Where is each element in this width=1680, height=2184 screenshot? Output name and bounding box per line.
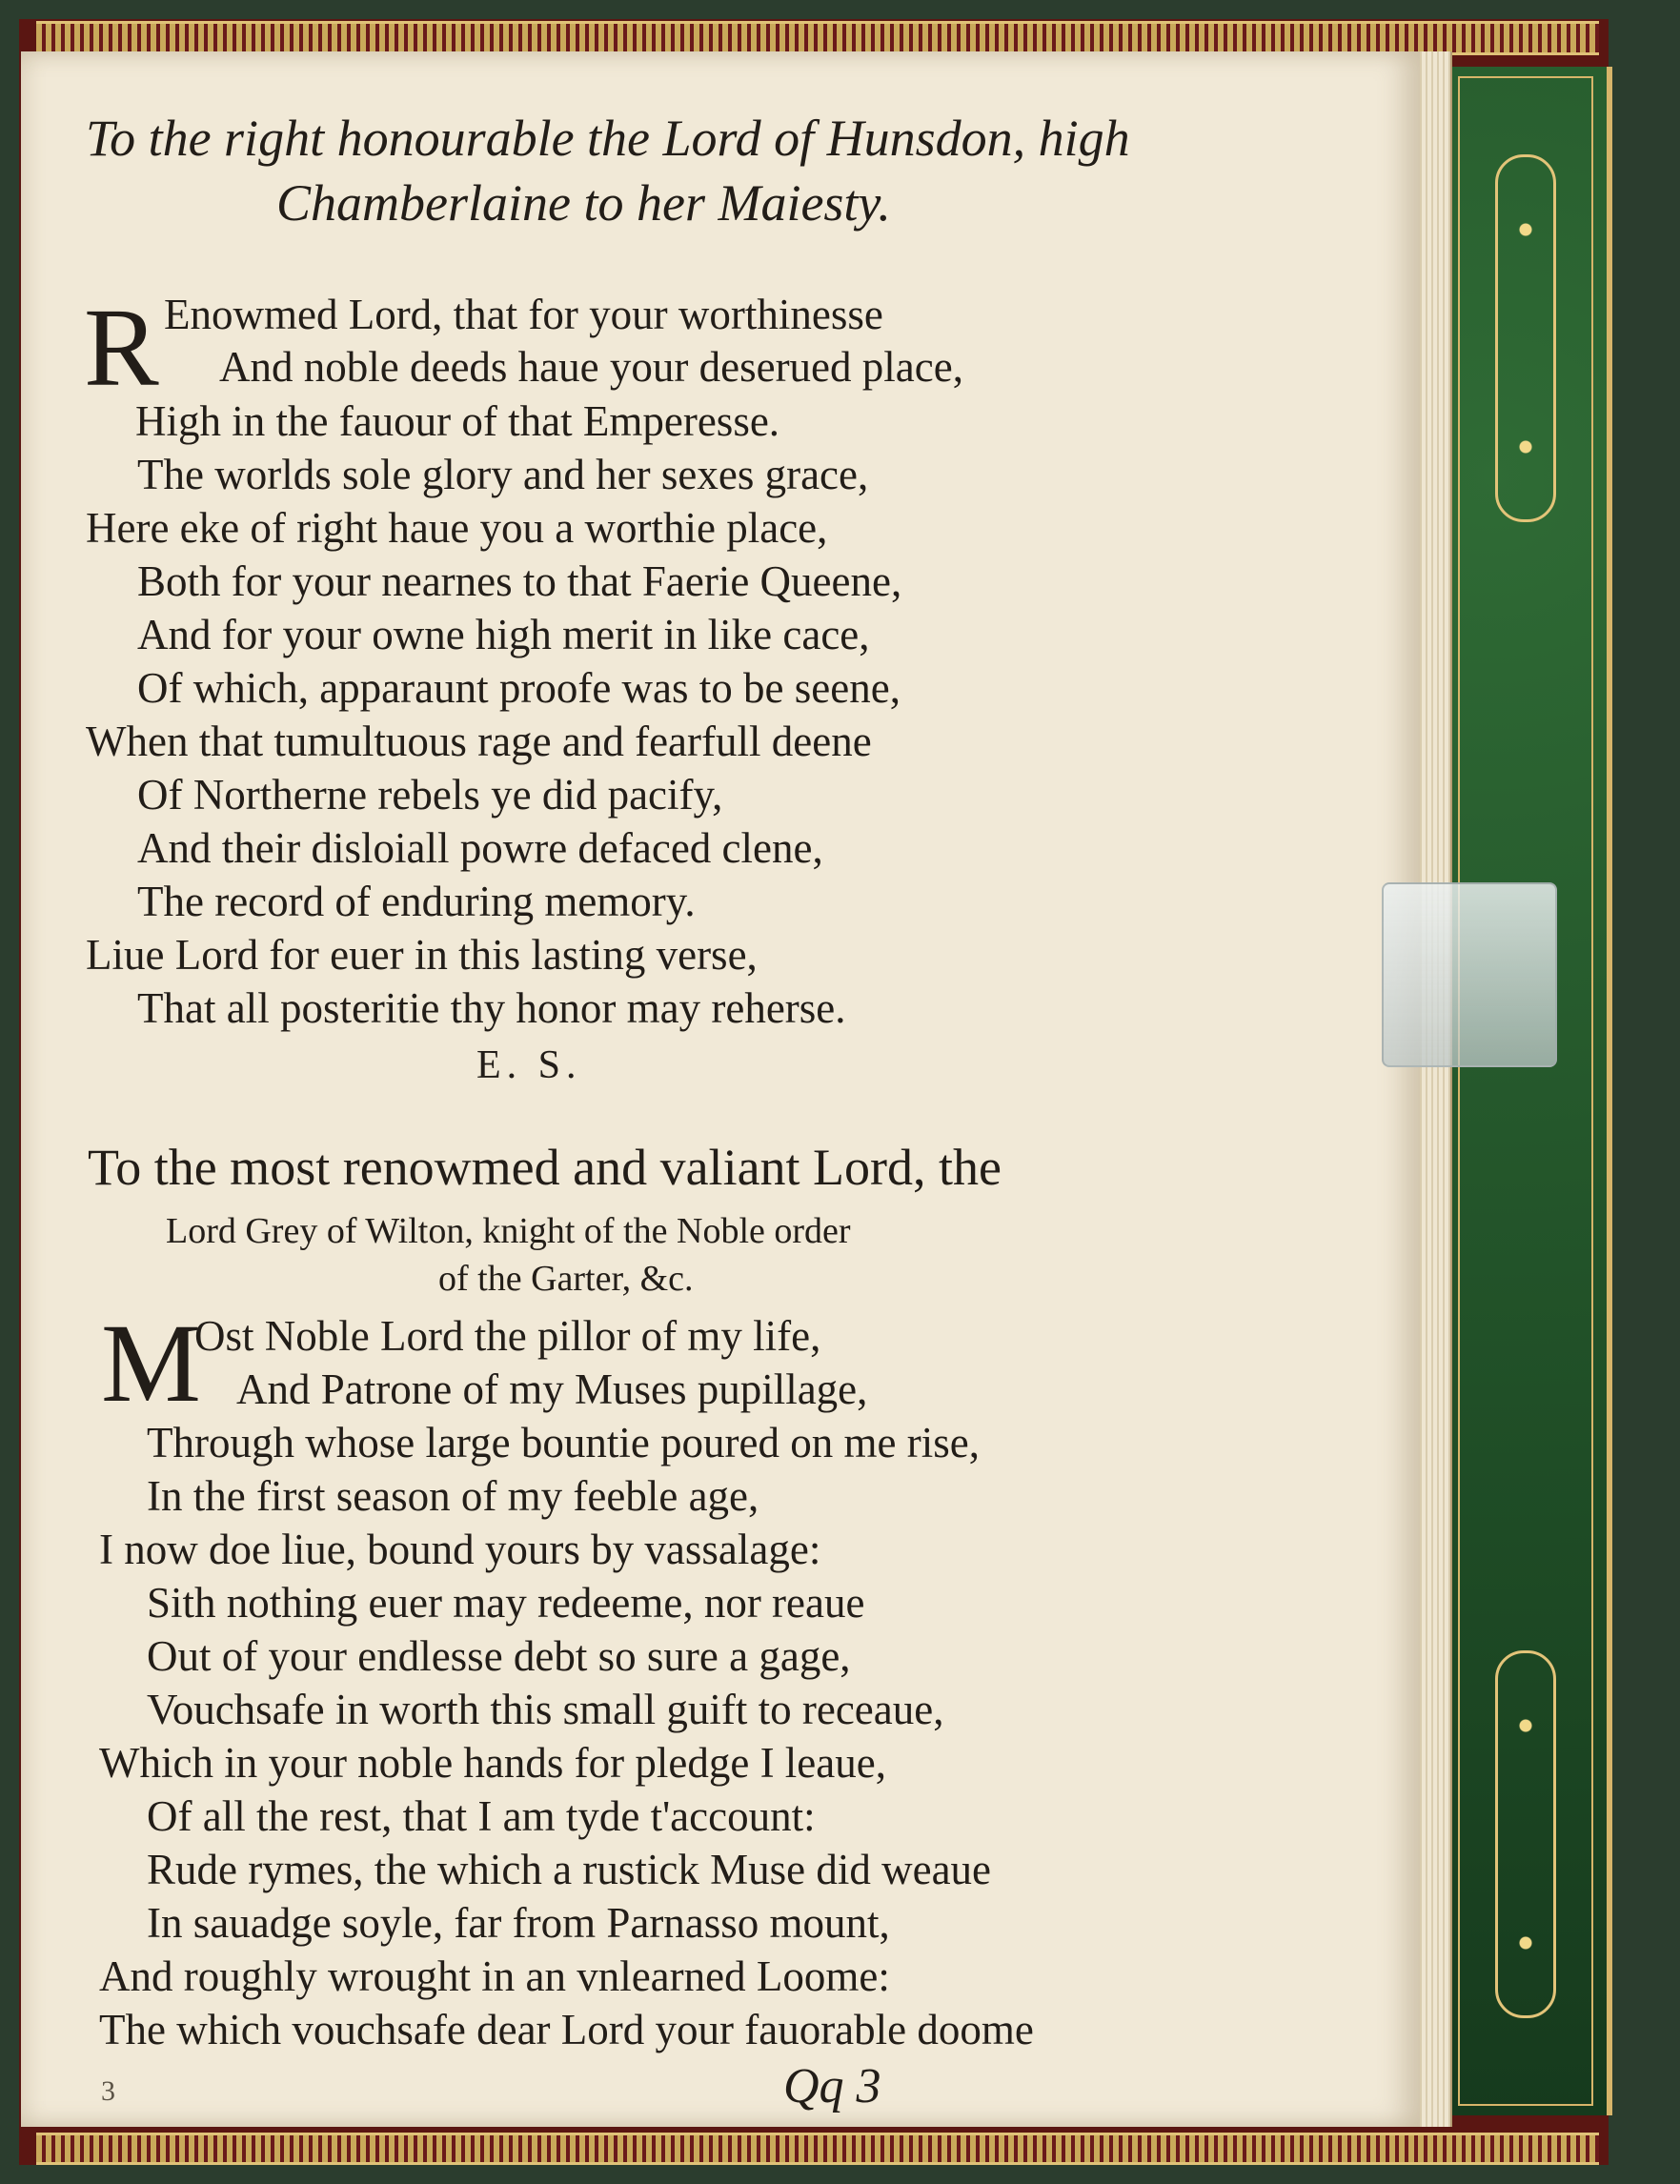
verse-line: And Patrone of my Muses pupillage,	[236, 1365, 868, 1413]
verse-line: And their disloiall powre defaced clene,	[137, 824, 823, 872]
verse-line: Ost Noble Lord the pillor of my life,	[194, 1312, 821, 1360]
verse-line: The worlds sole glory and her sexes grace,	[137, 451, 869, 498]
verse-line: Through whose large bountie poured on me rise,	[147, 1419, 980, 1466]
verse-line: And for your owne high merit in like cace,	[137, 611, 870, 658]
gilt-border-bottom	[36, 2133, 1599, 2165]
verse-line: I now doe liue, bound yours by vassalage:	[99, 1526, 821, 1573]
dedication2-drop-cap: M	[101, 1301, 201, 1426]
signature-mark: Qq 3	[783, 2059, 881, 2113]
dedication1-signature: E. S.	[476, 1043, 582, 1087]
dedication2-title-line3: of the Garter, &c.	[438, 1259, 694, 1299]
verse-line: High in the fauour of that Emperesse.	[135, 397, 780, 445]
verse-line: That all posteritie thy honor may reherse.	[137, 984, 846, 1032]
verse-line: When that tumultuous rage and fearfull deene	[86, 718, 872, 765]
verse-line: Of Northerne rebels ye did pacify,	[137, 771, 723, 819]
book-page	[21, 51, 1420, 2127]
verse-line: Enowmed Lord, that for your worthinesse	[164, 291, 883, 338]
footer-left-mark: 3	[101, 2075, 115, 2107]
verse-line: Vouchsafe in worth this small guift to receaue,	[147, 1686, 944, 1733]
gilt-inner-frame	[1458, 76, 1593, 2106]
dedication1-drop-cap: R	[84, 285, 159, 410]
gilt-scroll-ornament-bottom	[1495, 1650, 1556, 2018]
dedication1-heading-line1: To the right honourable the Lord of Hunsdon, high	[86, 110, 1130, 167]
verse-line: The which vouchsafe dear Lord your fauorable doome	[99, 2006, 1034, 2053]
verse-line: Of all the rest, that I am tyde t'account:	[147, 1792, 816, 1840]
verse-line: Which in your noble hands for pledge I leaue,	[99, 1739, 886, 1787]
dedication1-heading-line2: Chamberlaine to her Maiesty.	[276, 174, 891, 232]
dedication2-title-line1: To the most renowmed and valiant Lord, the	[88, 1139, 1002, 1196]
verse-line: Sith nothing euer may redeeme, nor reaue	[147, 1579, 865, 1627]
dedication2-title-line2: Lord Grey of Wilton, knight of the Noble order	[166, 1211, 851, 1251]
verse-line: Liue Lord for euer in this lasting verse,	[86, 931, 758, 979]
green-leather-panel	[1439, 67, 1612, 2115]
verse-line: And noble deeds haue your deserued place,	[219, 343, 963, 391]
gilt-scroll-ornament-top	[1495, 154, 1556, 522]
verse-line: Out of your endlesse debt so sure a gage,	[147, 1632, 851, 1680]
verse-line: In the first season of my feeble age,	[147, 1472, 759, 1520]
clear-page-clip	[1382, 882, 1557, 1067]
verse-line: The record of enduring memory.	[137, 878, 696, 925]
verse-line: Rude rymes, the which a rustick Muse did weaue	[147, 1846, 992, 1893]
verse-line: And roughly wrought in an vnlearned Loome:	[99, 1952, 890, 2000]
verse-line: Both for your nearnes to that Faerie Queene,	[137, 557, 902, 605]
verse-line: Here eke of right haue you a worthie place,	[86, 504, 828, 552]
verse-line: In sauadge soyle, far from Parnasso mount,	[147, 1899, 890, 1947]
verse-line: Of which, apparaunt proofe was to be seene,	[137, 664, 901, 712]
gilt-border-top	[36, 21, 1599, 55]
